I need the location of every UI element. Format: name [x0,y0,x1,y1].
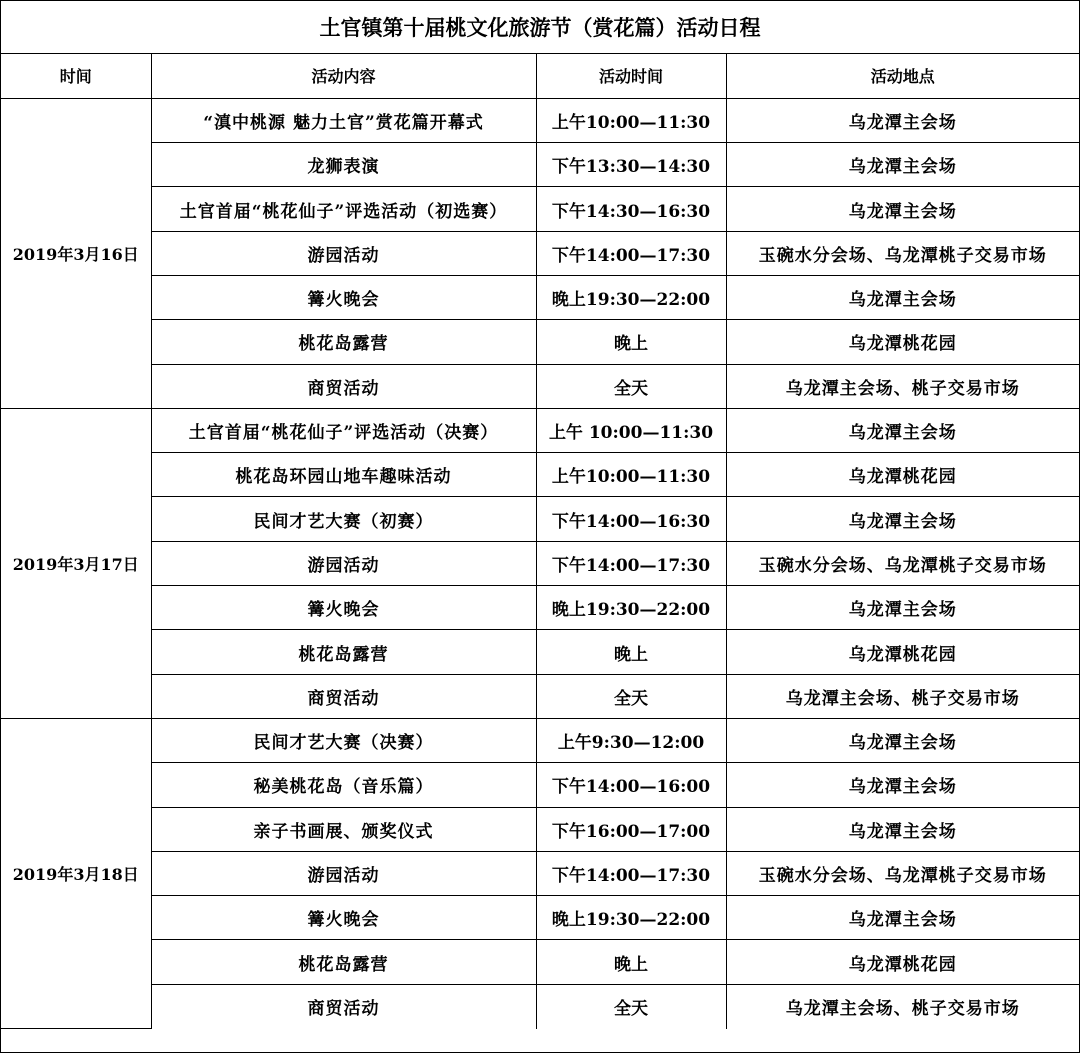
location-cell: 乌龙潭桃花园 [726,320,1079,364]
day-date-cell: 2019年3月18日 [1,718,151,1028]
time-cell: 晚上19:30—22:00 [536,586,726,630]
location-cell: 乌龙潭主会场、桃子交易市场 [726,364,1079,408]
time-cell: 晚上 [536,940,726,984]
time-cell: 晚上 [536,630,726,674]
location-cell: 乌龙潭主会场 [726,275,1079,319]
location-cell: 乌龙潭主会场 [726,497,1079,541]
time-cell: 上午 10:00—11:30 [536,408,726,452]
activity-cell: 商贸活动 [151,364,536,408]
time-cell: 下午14:00—16:30 [536,497,726,541]
activity-cell: 秘美桃花岛（音乐篇） [151,763,536,807]
table-row [1,940,1079,984]
header-activity: 活动内容 [151,54,536,98]
table-row [1,896,1079,940]
table-row [1,453,1079,497]
location-cell: 乌龙潭主会场、桃子交易市场 [726,984,1079,1028]
schedule-table [1,54,1079,1029]
table-row [1,497,1079,541]
activity-cell: 土官首届“桃花仙子”评选活动（决赛） [151,408,536,452]
activity-cell: 民间才艺大赛（初赛） [151,497,536,541]
time-cell: 晚上19:30—22:00 [536,896,726,940]
time-cell: 下午14:00—17:30 [536,541,726,585]
time-cell: 下午14:00—16:00 [536,763,726,807]
time-cell: 下午14:30—16:30 [536,187,726,231]
day-date-cell: 2019年3月16日 [1,98,151,408]
table-row [1,320,1079,364]
table-row [1,630,1079,674]
time-cell: 全天 [536,674,726,718]
table-row [1,98,1079,142]
location-cell: 乌龙潭主会场 [726,586,1079,630]
time-cell: 晚上19:30—22:00 [536,275,726,319]
activity-cell: 民间才艺大赛（决赛） [151,718,536,762]
table-row [1,231,1079,275]
location-cell: 乌龙潭主会场 [726,408,1079,452]
table-row [1,364,1079,408]
time-cell: 下午14:00—17:30 [536,851,726,895]
header-time: 活动时间 [536,54,726,98]
location-cell: 玉碗水分会场、乌龙潭桃子交易市场 [726,851,1079,895]
location-cell: 乌龙潭主会场 [726,896,1079,940]
location-cell: 乌龙潭主会场 [726,187,1079,231]
activity-cell: 游园活动 [151,541,536,585]
header-date: 时间 [1,54,151,98]
table-row [1,674,1079,718]
table-row [1,541,1079,585]
table-row [1,187,1079,231]
time-cell: 下午13:30—14:30 [536,143,726,187]
table-row [1,143,1079,187]
activity-cell: 亲子书画展、颁奖仪式 [151,807,536,851]
table-row [1,718,1079,762]
time-cell: 全天 [536,984,726,1028]
activity-cell: 篝火晚会 [151,275,536,319]
location-cell: 乌龙潭桃花园 [726,453,1079,497]
schedule-body [1,98,1079,1028]
day-date-cell: 2019年3月17日 [1,408,151,718]
activity-cell: 游园活动 [151,851,536,895]
time-cell: 下午14:00—17:30 [536,231,726,275]
time-cell: 全天 [536,364,726,408]
location-cell: 乌龙潭主会场 [726,807,1079,851]
table-row [1,851,1079,895]
location-cell: 乌龙潭桃花园 [726,630,1079,674]
activity-cell: 桃花岛环园山地车趣味活动 [151,453,536,497]
time-cell: 上午9:30—12:00 [536,718,726,762]
header-location: 活动地点 [726,54,1079,98]
time-cell: 上午10:00—11:30 [536,98,726,142]
table-row [1,408,1079,452]
time-cell: 上午10:00—11:30 [536,453,726,497]
time-cell: 下午16:00—17:00 [536,807,726,851]
activity-cell: 篝火晚会 [151,586,536,630]
activity-cell: 龙狮表演 [151,143,536,187]
location-cell: 乌龙潭主会场 [726,763,1079,807]
table-row [1,763,1079,807]
page-title: 土官镇第十届桃文化旅游节（赏花篇）活动日程 [1,1,1079,54]
activity-cell: 商贸活动 [151,674,536,718]
activity-cell: “滇中桃源 魅力土官”赏花篇开幕式 [151,98,536,142]
activity-cell: 土官首届“桃花仙子”评选活动（初选赛） [151,187,536,231]
activity-cell: 商贸活动 [151,984,536,1028]
activity-cell: 篝火晚会 [151,896,536,940]
activity-cell: 桃花岛露营 [151,940,536,984]
table-row [1,586,1079,630]
location-cell: 乌龙潭桃花园 [726,940,1079,984]
location-cell: 玉碗水分会场、乌龙潭桃子交易市场 [726,231,1079,275]
location-cell: 乌龙潭主会场、桃子交易市场 [726,674,1079,718]
time-cell: 晚上 [536,320,726,364]
activity-cell: 桃花岛露营 [151,320,536,364]
table-row [1,807,1079,851]
header-row [1,54,1079,98]
table-row [1,984,1079,1028]
table-row [1,275,1079,319]
activity-cell: 游园活动 [151,231,536,275]
location-cell: 乌龙潭主会场 [726,718,1079,762]
location-cell: 乌龙潭主会场 [726,143,1079,187]
location-cell: 玉碗水分会场、乌龙潭桃子交易市场 [726,541,1079,585]
activity-cell: 桃花岛露营 [151,630,536,674]
location-cell: 乌龙潭主会场 [726,98,1079,142]
